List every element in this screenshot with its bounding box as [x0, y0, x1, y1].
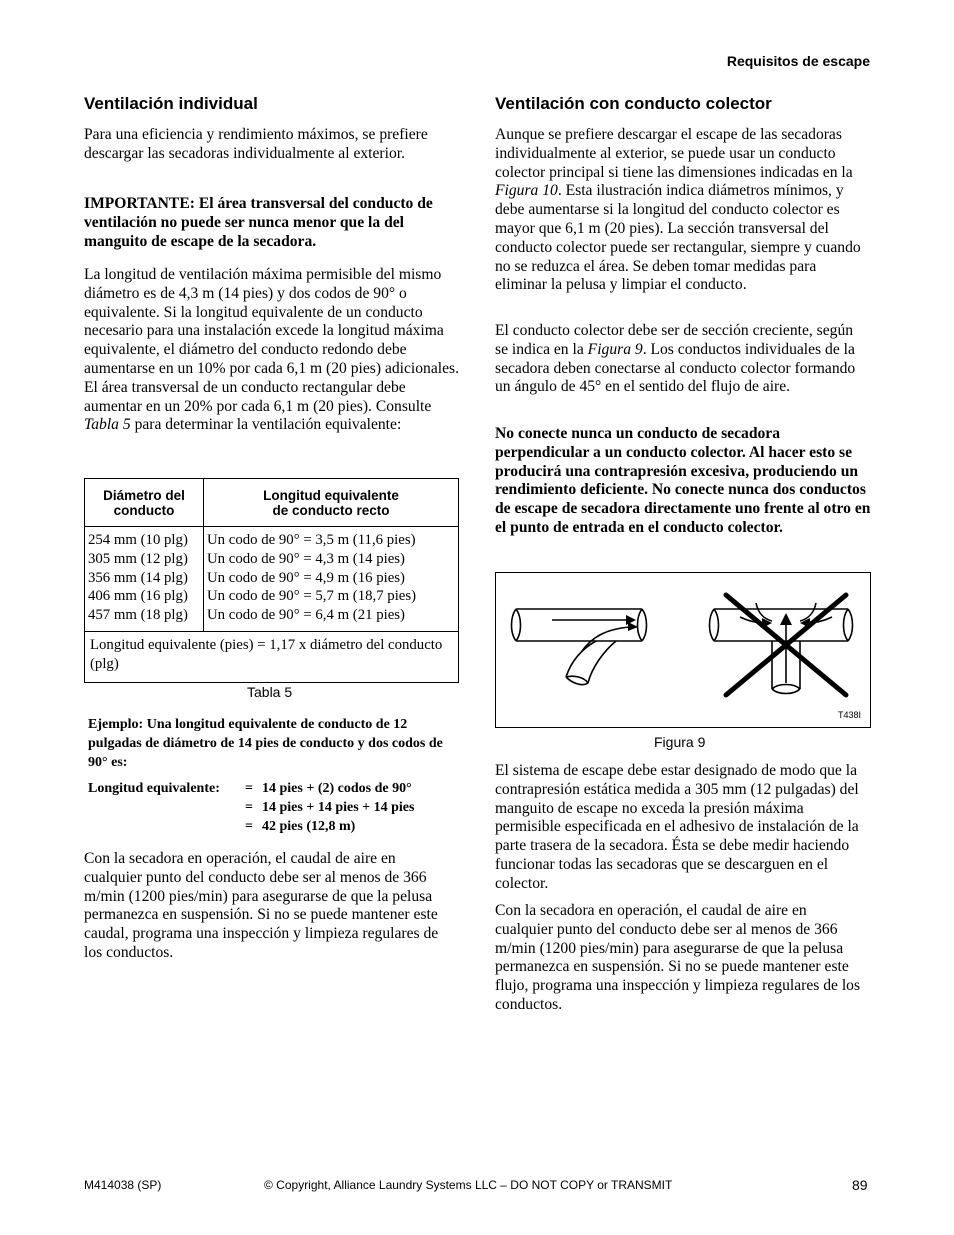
- paragraph-airflow-right: Con la secadora en operación, el caudal de aire en cualquier punto del conducto debe ser al menos de 366 m/min (1200 pies/min) para asegurarse de que la pelusa permanezca en suspensión. Si no se puede mantener este flujo, programa una inspección y limpieza regulares de los conductos.: [495, 902, 861, 1013]
- equation-line: 14 pies + 14 pies + 14 pies: [262, 800, 415, 815]
- paragraph-vent-length: La longitud de ventilación máxima permisible del mismo diámetro es de 4,3 m (14 pies) y dos codos de 90° o equivalente. Si la longitud equivalente de un conducto necesario para una instalación excede la longitud máxima equivalente, el diámetro del conducto redondo debe aumentarse en un 10% por cada 6,1 m (20 pies) adicionales. El área transversal de un conducto rectangular debe aumentar en un 20% por cada 6,1 m (20 pies). Consulte Tabla 5 para determinar la ventilación equivalente:: [84, 266, 459, 434]
- page-number: 89: [852, 1177, 868, 1193]
- table-row: Un codo de 90° = 5,7 m (18,7 pies): [207, 588, 417, 605]
- equivalent-length-table: [84, 478, 459, 683]
- table-note: Longitud equivalente (pies) = 1,17 x diámetro del conducto (plg): [85, 631, 459, 682]
- equation-label: Longitud equivalente:: [88, 781, 220, 796]
- table-row: 305 mm (12 plg): [88, 550, 188, 567]
- table-header-length: Longitud equivalente de conducto recto: [204, 479, 459, 527]
- figure-reference: Figura 9: [587, 340, 643, 358]
- table-row: Un codo de 90° = 3,5 m (11,6 pies): [207, 532, 416, 548]
- equation-line: 14 pies + (2) codos de 90°: [262, 781, 412, 796]
- paragraph-collector-section: El conducto colector debe ser de sección creciente, según se indica en la Figura 9. Los conductos individuales de la secadora deben conectarse al conducto colector formando un ángulo de 45° en el sentido del flujo de aire.: [495, 322, 856, 396]
- table-row: Un codo de 90° = 6,4 m (21 pies): [207, 607, 405, 624]
- warning-text: No conecte nunca un conducto de secadora perpendicular a un conducto colector. Al hacer esto se producirá una contrapresión excesiva, produciendo un rendimiento deficiente. No conecte nunca dos conductos de escape de secadora directamente uno frente al otro en el punto de entrada en el conducto colector.: [495, 425, 871, 536]
- example-equation: Longitud equivalente: = 14 pies + (2) codos de 90° = 14 pies + 14 pies + 14 pies = 42 pies (12,8 m): [88, 781, 415, 834]
- table-row: 457 mm (18 plg): [88, 607, 188, 624]
- document-number: M414038 (SP): [84, 1178, 162, 1192]
- table-cell-diameters: [85, 527, 204, 632]
- table-row: 254 mm (10 plg): [88, 532, 188, 548]
- running-header: Requisitos de escape: [726, 53, 870, 69]
- table-row: Un codo de 90° = 4,9 m (16 pies): [207, 569, 405, 586]
- table-header-diameter: Diámetro del conducto: [85, 479, 204, 527]
- figure-9: [495, 572, 871, 728]
- table-row: 406 mm (16 plg): [88, 588, 188, 605]
- figure-caption: Figura 9: [654, 734, 706, 750]
- paragraph-individual-intro: Para una eficiencia y rendimiento máximos, se prefiere descargar las secadoras individualmente al exterior.: [84, 126, 428, 162]
- paragraph-airflow-left: Con la secadora en operación, el caudal de aire en cualquier punto del conducto debe ser al menos de 366 m/min (1200 pies/min) para asegurarse de que la pelusa permanezca en suspensión. Si no se puede mantener este caudal, programa una inspección y limpieza regulares de los conductos.: [84, 850, 439, 961]
- heading-collector: Ventilación con conducto colector: [495, 94, 772, 113]
- table-row: Un codo de 90° = 4,3 m (14 pies): [207, 550, 405, 567]
- table-row: 356 mm (14 plg): [88, 569, 188, 586]
- copyright-notice: © Copyright, Alliance Laundry Systems LLC – DO NOT COPY or TRANSMIT: [264, 1178, 673, 1192]
- duct-diagram: [496, 573, 870, 727]
- heading-individual: Ventilación individual: [84, 94, 258, 113]
- table-reference: Tabla 5: [84, 416, 131, 434]
- equation-line: 42 pies (12,8 m): [262, 819, 356, 834]
- table-caption: Tabla 5: [247, 684, 293, 700]
- table-cell-lengths: [204, 527, 459, 632]
- figure-reference: Figura 10: [495, 182, 558, 200]
- paragraph-backpressure: El sistema de escape debe estar designado de modo que la contrapresión estática medida a 305 mm (12 pulgadas) del manguito de escape no exceda la presión máxima permisible especificada en el adhesivo de instalación de la parte trasera de la secadora. Ésta se debe medir haciendo funcionar todas las secadoras que se descarguen en el colector.: [495, 762, 859, 892]
- example-text: Ejemplo: Una longitud equivalente de conducto de 12 pulgadas de diámetro de 14 pies de conducto y dos codos de 90° es:: [88, 717, 443, 770]
- figure-code: T438I: [837, 710, 861, 720]
- important-note: IMPORTANTE: El área transversal del conducto de ventilación no puede ser nunca menor que la del manguito de escape de la secadora.: [84, 195, 433, 250]
- paragraph-collector-intro: Aunque se prefiere descargar el escape de las secadoras individualmente al exterior, se puede usar un conducto colector principal si tiene las dimensiones indicadas en la Figura 10. Esta ilustración indica diámetros mínimos, y debe aumentarse si la longitud del conducto colector es mayor que 6,1 m (20 pies). La sección transversal del conducto colector puede ser rectangular, siempre y cuando no se reduzca el área. Se deben tomar medidas para eliminar la pelusa y limpiar el conducto.: [495, 126, 861, 294]
